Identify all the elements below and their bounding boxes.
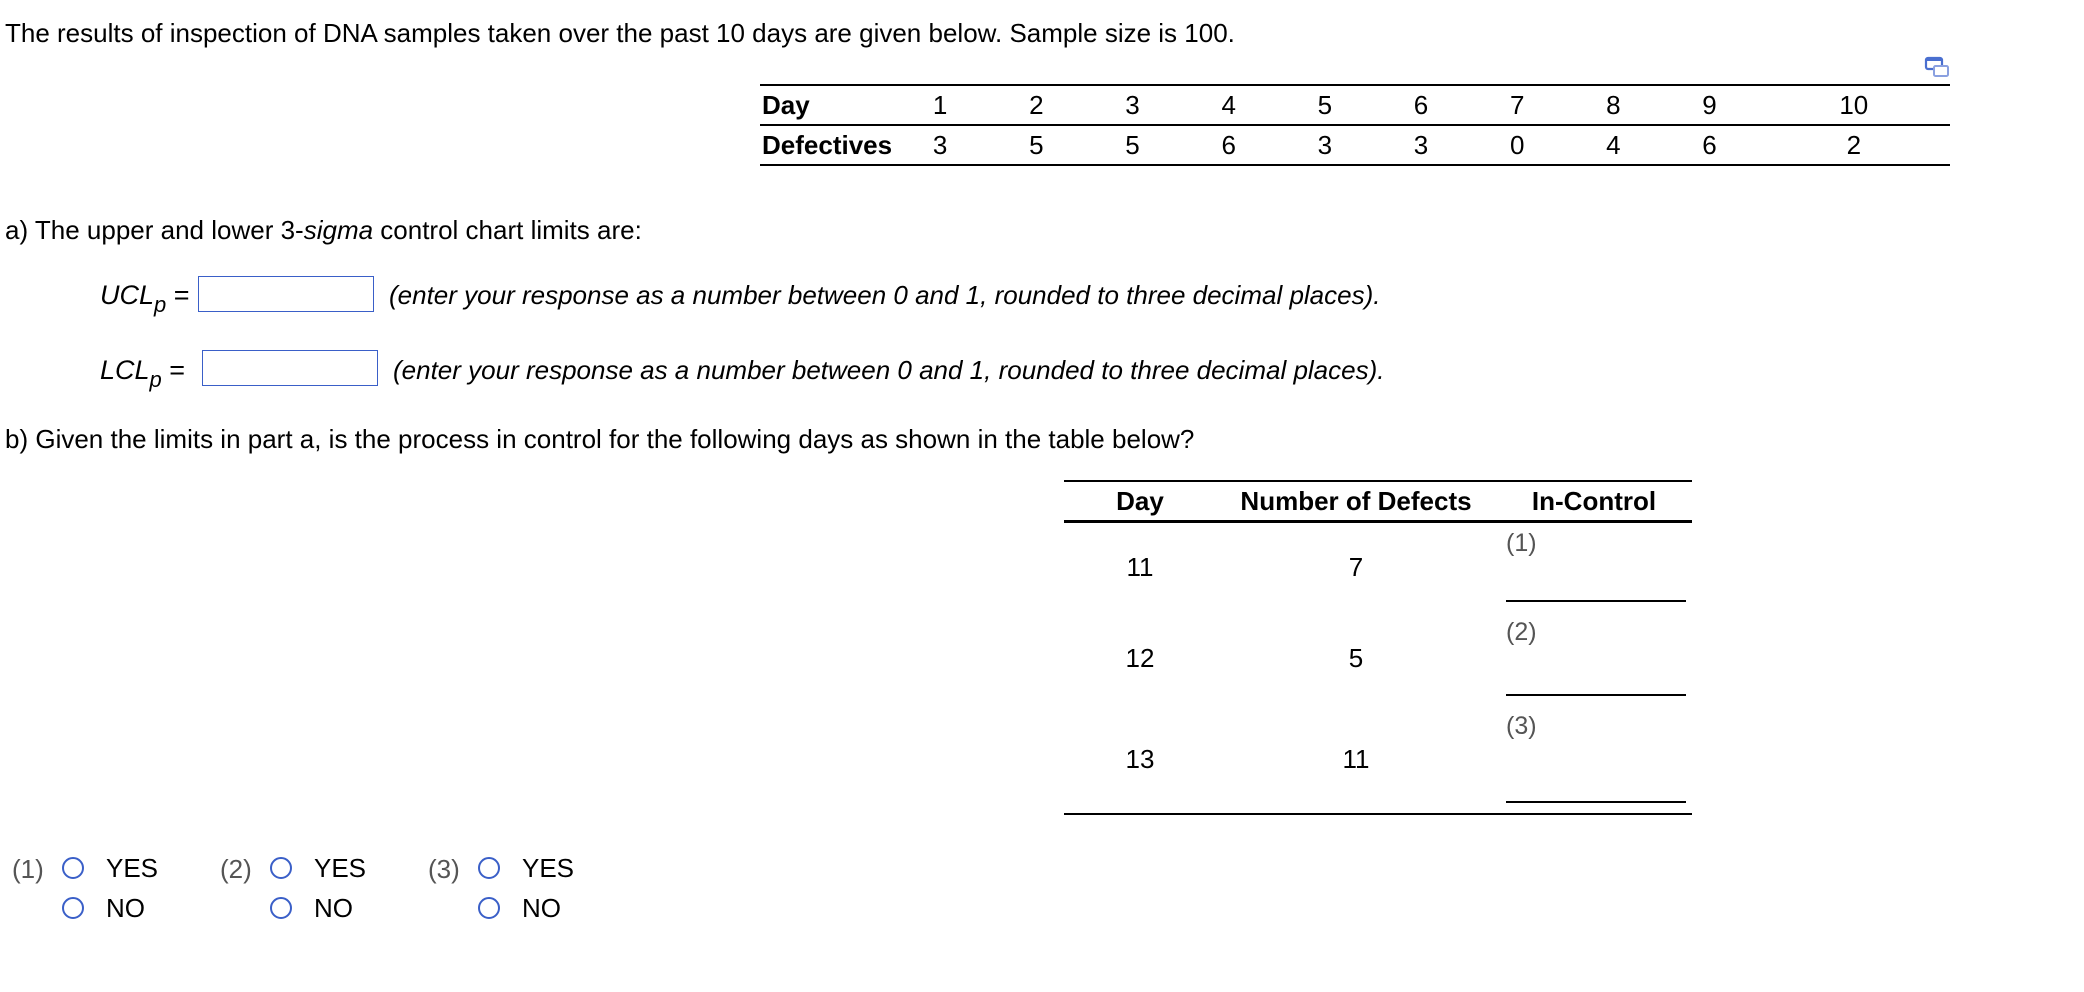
part-a-prompt <box>5 215 642 246</box>
header-in-control: In-Control <box>1496 481 1692 522</box>
answer-slot-tag: (3) <box>1506 711 1537 740</box>
day-cell: 9 <box>1661 85 1757 125</box>
ucl-hint: (enter your response as a number between 0 and 1, rounded to three decimal places). <box>389 280 1381 310</box>
choice-1-no[interactable] <box>62 890 145 926</box>
day-cell: 8 <box>1565 85 1661 125</box>
radio-button[interactable] <box>270 857 292 879</box>
day-cell: 10 <box>1758 85 1950 125</box>
defectives-cell: 5 <box>1084 125 1180 165</box>
in-control-answer-slot[interactable] <box>1496 612 1692 706</box>
radio-button[interactable] <box>62 857 84 879</box>
defectives-cell: 2 <box>1758 125 1950 165</box>
answer-slot-tag: (2) <box>1506 617 1537 646</box>
radio-button[interactable] <box>478 897 500 919</box>
row-day: 12 <box>1125 643 1155 673</box>
ucl-label-main: UCL <box>100 280 155 310</box>
choice-3-yes[interactable] <box>478 850 574 886</box>
choice-3-no[interactable] <box>478 890 561 926</box>
in-control-header-row <box>1064 481 1692 522</box>
radio-button[interactable] <box>270 897 292 919</box>
copy-data-icon[interactable] <box>1924 56 1950 78</box>
in-control-answer-slot[interactable] <box>1496 706 1692 814</box>
choice-2-no[interactable] <box>270 890 353 926</box>
table-row <box>1064 612 1692 706</box>
day-cell: 3 <box>1084 85 1180 125</box>
defectives-cell: 5 <box>988 125 1084 165</box>
choice-label: YES <box>106 852 159 883</box>
choice-group-tag: (1) <box>12 854 44 884</box>
defectives-cell: 3 <box>892 125 988 165</box>
choice-label: YES <box>522 852 575 883</box>
in-control-answer-slot[interactable] <box>1496 522 1692 612</box>
lcl-equals: = <box>161 355 186 385</box>
header-day: Day <box>1064 481 1216 522</box>
defectives-row <box>760 125 1950 165</box>
lcl-hint: (enter your response as a number between 0 and 1, rounded to three decimal places). <box>393 355 1385 385</box>
day-cell: 5 <box>1277 85 1373 125</box>
choice-group-tag: (3) <box>428 854 460 884</box>
answer-slot-tag: (1) <box>1506 529 1537 557</box>
day-cell: 4 <box>1181 85 1277 125</box>
defectives-cell: 0 <box>1469 125 1565 165</box>
part-b-prompt: b) Given the limits in part a, is the process in control for the following days as shown in the table below? <box>5 424 1195 454</box>
part-a-suffix: control chart limits are: <box>373 215 642 245</box>
answer-blank-line <box>1506 801 1686 803</box>
day-cell: 7 <box>1469 85 1565 125</box>
defectives-cell: 6 <box>1181 125 1277 165</box>
day-row-header: Day <box>760 85 892 125</box>
header-number-of-defects: Number of Defects <box>1216 481 1496 522</box>
row-defects: 11 <box>1216 706 1496 814</box>
day-cell: 6 <box>1373 85 1469 125</box>
choice-2-yes[interactable] <box>270 850 366 886</box>
ucl-input[interactable] <box>198 276 374 312</box>
day-cell: 2 <box>988 85 1084 125</box>
defectives-cell: 3 <box>1277 125 1373 165</box>
ucl-equals: = <box>166 280 190 310</box>
row-defects: 7 <box>1348 551 1364 582</box>
choice-1-yes[interactable] <box>62 850 158 886</box>
choice-label: NO <box>106 892 145 923</box>
ucl-label <box>100 280 190 318</box>
row-defects: 5 <box>1348 643 1364 673</box>
defectives-table <box>760 84 1950 166</box>
part-a-prefix: a) The upper and lower 3- <box>5 215 304 245</box>
lcl-label <box>100 355 185 393</box>
answer-blank-line <box>1506 600 1686 602</box>
ucl-label-sub: p <box>154 292 167 317</box>
defectives-cell: 4 <box>1565 125 1661 165</box>
lcl-label-sub: p <box>149 367 162 392</box>
choice-group-tag: (2) <box>220 854 252 884</box>
row-day: 11 <box>1126 551 1154 582</box>
question-intro: The results of inspection of DNA samples taken over the past 10 days are given below. Sample size is 100. <box>5 18 1235 48</box>
day-cell: 1 <box>892 85 988 125</box>
lcl-input[interactable] <box>202 350 378 386</box>
defectives-row-header: Defectives <box>760 125 892 165</box>
defectives-cell: 3 <box>1373 125 1469 165</box>
row-day: 13 <box>1064 706 1216 814</box>
in-control-table <box>1064 480 1692 815</box>
radio-button[interactable] <box>62 897 84 919</box>
part-a-emph: sigma <box>303 215 374 245</box>
defectives-cell: 6 <box>1661 125 1757 165</box>
lcl-label-main: LCL <box>100 355 150 385</box>
choice-label: YES <box>314 852 367 883</box>
day-row <box>760 85 1950 125</box>
table-row <box>1064 706 1692 814</box>
table-row <box>1064 522 1692 612</box>
answer-blank-line <box>1506 694 1686 696</box>
radio-button[interactable] <box>478 857 500 879</box>
choice-label: NO <box>522 892 561 923</box>
choice-label: NO <box>314 892 353 923</box>
